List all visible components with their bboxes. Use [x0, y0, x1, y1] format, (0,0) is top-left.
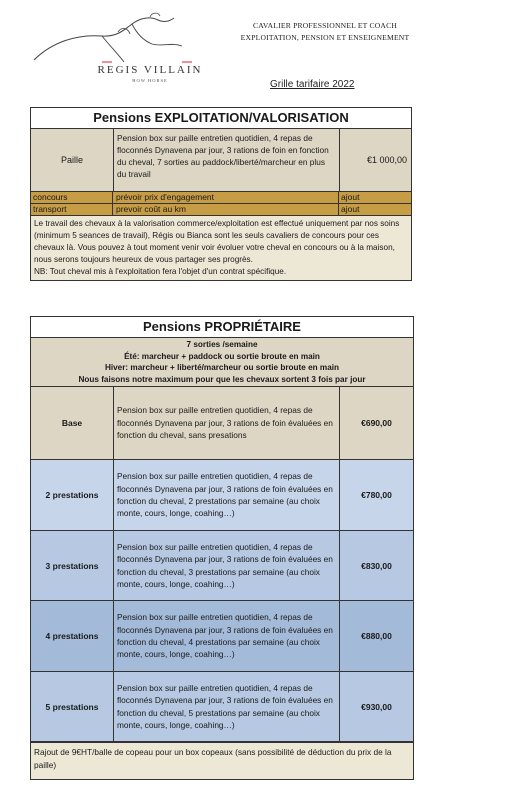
row-note: ajout	[341, 192, 360, 202]
exploitation-note-text: Le travail des chevaux à la valorisation commerce/exploitation est effectué uniquement par nos soins (minimum 5 seances de travail), Régis ou Bianca sont les seuls cavaliers de concours pour ces chevaux là. Vous pouvez à tout moment venir voir évoluer votre cheval en concours ou à la maison, nous serons toujours heureux de vous partager ses progrès.	[34, 219, 400, 265]
exploitation-description: Pension box sur paille entretien quotidien, 4 repas de floconnés Dynavena par jour, 3 rations de foin en fonction du cheval, 7 sorties au paddock/liberté/marcheur en plus du travail	[114, 129, 340, 191]
row-price: €880,00	[361, 631, 392, 641]
row-label: transport	[31, 204, 113, 215]
table-row	[31, 192, 411, 204]
exploitation-note	[31, 216, 411, 280]
sub-line: Hiver: marcheur + liberté/marcheur ou sortie broute en main	[104, 363, 340, 372]
row-label: 3 prestations	[31, 531, 114, 600]
proprietaire-table	[30, 316, 414, 780]
horse-rider-logo-icon	[32, 12, 202, 72]
row-label: 5 prestations	[31, 672, 114, 741]
header-line-2: EXPLOITATION, PENSION ET ENSEIGNEMENT	[240, 33, 410, 42]
table-row	[31, 531, 413, 601]
logo	[32, 12, 203, 83]
row-detail: prevoir coût au km	[113, 204, 339, 215]
exploitation-price: €1 000,00	[366, 155, 407, 165]
row-detail: prévoir prix d'engagement	[113, 192, 339, 203]
exploitation-title: Pensions EXPLOITATION/VALORISATION	[31, 108, 411, 129]
row-description: Pension box sur paille entretien quotidien, 4 repas de floconnés Dynavena par jour, 3 rations de foin évaluées en fonction du cheval, 3 prestations par semaine (au choix monte, cours, longe, coahing…)	[114, 531, 340, 600]
row-price: €690,00	[361, 418, 392, 428]
table-row	[31, 204, 411, 216]
exploitation-main-row	[31, 129, 411, 192]
grille-tarifaire-title: Grille tarifaire 2022	[270, 79, 355, 90]
row-label: concours	[31, 192, 113, 203]
table-row	[31, 672, 413, 742]
table-row	[31, 460, 413, 531]
proprietaire-title: Pensions PROPRIÉTAIRE	[31, 317, 413, 338]
table-row	[31, 387, 413, 460]
row-description: Pension box sur paille entretien quotidien, 4 repas de floconnés Dynavena par jour, 3 rations de foin évaluées en fonction du cheval, 4 prestations par semaine (au choix monte, cours, longe, coahing…)	[114, 601, 340, 671]
proprietaire-subheader	[31, 338, 413, 387]
sub-line: 7 sorties /semaine	[186, 340, 258, 349]
exploitation-nb: NB: Tout cheval mis à l'exploitation fera l'objet d'un contrat spécifique.	[34, 267, 287, 277]
logo-name: REGIS VILLAIN	[97, 64, 203, 76]
copeaux-extra-note: Rajout de 9€HT/balle de copeau pour un box copeaux (sans possibilité de déduction du prix de la paille)	[31, 742, 413, 779]
row-description: Pension box sur paille entretien quotidien, 4 repas de floconnés Dynavena par jour, 3 rations de foin évaluées en fonction du cheval, 2 prestations par semaine (au choix monte, cours, longe, coahing…)	[114, 460, 340, 530]
row-label: 4 prestations	[31, 601, 114, 671]
row-label: 2 prestations	[31, 460, 114, 530]
exploitation-label: Paille	[31, 129, 114, 191]
row-label: Base	[31, 387, 114, 459]
header-line-1: CAVALIER PROFESSIONNEL ET COACH	[252, 21, 398, 30]
row-description: Pension box sur paille entretien quotidien, 4 repas de floconnés Dynavena par jour, 3 rations de foin évaluées en fonction du cheval, sans presations	[114, 387, 340, 459]
sub-line: Nous faisons notre maximum pour que les chevaux sortent 3 fois par jour	[78, 374, 366, 384]
sub-line: Été: marcheur + paddock ou sortie broute en main	[124, 351, 320, 361]
row-price: €930,00	[361, 701, 392, 712]
table-row	[31, 601, 413, 672]
logo-subtitle: HOW HORSE	[132, 78, 168, 83]
row-price: €780,00	[361, 490, 392, 500]
row-note: ajout	[341, 204, 360, 214]
row-price: €830,00	[361, 560, 392, 571]
row-description: Pension box sur paille entretien quotidien, 4 repas de floconnés Dynavena par jour, 3 rations de foin évaluées en fonction du cheval, 5 prestations par semaine (au choix monte, cours, longe, coahing…)	[114, 672, 340, 741]
exploitation-table	[30, 107, 412, 281]
